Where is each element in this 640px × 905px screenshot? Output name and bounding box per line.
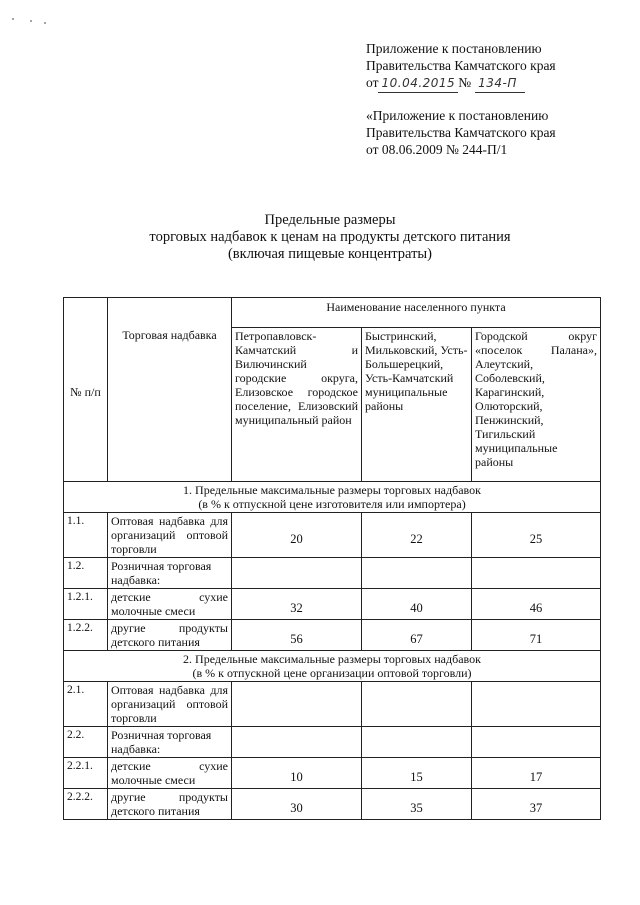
- value-cell: [362, 727, 472, 758]
- row-num: 2.1.: [64, 682, 108, 727]
- number-sign: №: [458, 75, 472, 90]
- table-row: [64, 558, 601, 589]
- value-cell: 56: [232, 620, 362, 651]
- col-locality-header: Наименование населенного пункта: [232, 298, 601, 328]
- value-cell: [232, 558, 362, 589]
- value-cell: 25: [472, 513, 601, 558]
- value-cell: 71: [472, 620, 601, 651]
- handwritten-date: 10.04.2015: [378, 75, 458, 93]
- value-cell: 20: [232, 513, 362, 558]
- table-row: [64, 758, 601, 789]
- value-cell: 67: [362, 620, 472, 651]
- value-cell: 10: [232, 758, 362, 789]
- section-1-line-1: 1. Предельные максимальные размеры торговых надбавок: [183, 483, 481, 497]
- value-cell: 37: [472, 789, 601, 820]
- row-label: Оптовая надбавка для организаций оптовой торговли: [108, 513, 232, 558]
- row-num: 2.2.: [64, 727, 108, 758]
- row-num: 1.2.1.: [64, 589, 108, 620]
- scan-speck: [44, 22, 46, 24]
- value-cell: 35: [362, 789, 472, 820]
- value-cell: [362, 682, 472, 727]
- scan-speck: [30, 20, 32, 22]
- section-1-title: [64, 482, 601, 513]
- row-num: 1.2.2.: [64, 620, 108, 651]
- header-row-1: [64, 298, 601, 328]
- value-cell: [472, 558, 601, 589]
- markup-table: [63, 297, 601, 820]
- table-row: [64, 789, 601, 820]
- table-row: [64, 727, 601, 758]
- locality-2: Быстринский, Мильковский, Усть-Большерецкий, Усть-Камчатский муниципальные районы: [362, 328, 472, 482]
- original-line-1: «Приложение к постановлению: [366, 108, 549, 123]
- section-1-line-2: (в % к отпускной цене изготовителя или импортера): [198, 497, 466, 511]
- original-line-3: от 08.06.2009 № 244-П/1: [366, 142, 508, 157]
- section-2-title: [64, 651, 601, 682]
- scan-speck: [12, 18, 14, 20]
- appendix-line-3: [366, 74, 556, 93]
- row-num: 1.2.: [64, 558, 108, 589]
- value-cell: 22: [362, 513, 472, 558]
- section-1-header: [64, 482, 601, 513]
- document-title: [30, 212, 630, 263]
- table-row: [64, 589, 601, 620]
- handwritten-number: 134-П: [475, 75, 525, 93]
- value-cell: [472, 682, 601, 727]
- value-cell: 30: [232, 789, 362, 820]
- appendix-header: [366, 40, 556, 93]
- original-line-2: Правительства Камчатского края: [366, 125, 556, 140]
- value-cell: [362, 558, 472, 589]
- value-cell: 32: [232, 589, 362, 620]
- value-cell: 46: [472, 589, 601, 620]
- title-line-3: (включая пищевые концентраты): [227, 246, 433, 262]
- value-cell: 40: [362, 589, 472, 620]
- table-row: [64, 620, 601, 651]
- value-cell: [232, 682, 362, 727]
- locality-3: Городской округ «поселок Палана», Алеутский, Соболевский, Карагинский, Олюторский, Пенжинский, Тигильский муниципальные районы: [472, 328, 601, 482]
- row-label: детские сухие молочные смеси: [108, 758, 232, 789]
- original-appendix-header: [366, 107, 556, 158]
- value-cell: 17: [472, 758, 601, 789]
- row-label: другие продукты детского питания: [108, 620, 232, 651]
- locality-1: Петропавловск-Камчатский и Вилючинский городские округа, Елизовское городское поселение, Елизовский муниципальный район: [232, 328, 362, 482]
- row-label: Оптовая надбавка для организаций оптовой торговли: [108, 682, 232, 727]
- row-num: 2.2.2.: [64, 789, 108, 820]
- title-line-2: торговых надбавок к ценам на продукты детского питания: [149, 229, 511, 245]
- row-label: другие продукты детского питания: [108, 789, 232, 820]
- section-2-line-1: 2. Предельные максимальные размеры торговых надбавок: [183, 652, 481, 666]
- col-markup-header: Торговая надбавка: [108, 298, 232, 482]
- section-2-line-2: (в % к отпускной цене организации оптовой торговли): [192, 666, 472, 680]
- appendix-line-2: Правительства Камчатского края: [366, 58, 556, 73]
- appendix-line-1: Приложение к постановлению: [366, 41, 542, 56]
- date-prefix: от: [366, 75, 379, 90]
- row-label: Розничная торговая надбавка:: [108, 727, 232, 758]
- col-num-header: № п/п: [64, 298, 108, 482]
- row-label: Розничная торговая надбавка:: [108, 558, 232, 589]
- row-num: 2.2.1.: [64, 758, 108, 789]
- value-cell: [472, 727, 601, 758]
- table-row: [64, 682, 601, 727]
- value-cell: [232, 727, 362, 758]
- title-line-1: Предельные размеры: [264, 212, 396, 228]
- table-row: [64, 513, 601, 558]
- section-2-header: [64, 651, 601, 682]
- row-label: детские сухие молочные смеси: [108, 589, 232, 620]
- value-cell: 15: [362, 758, 472, 789]
- row-num: 1.1.: [64, 513, 108, 558]
